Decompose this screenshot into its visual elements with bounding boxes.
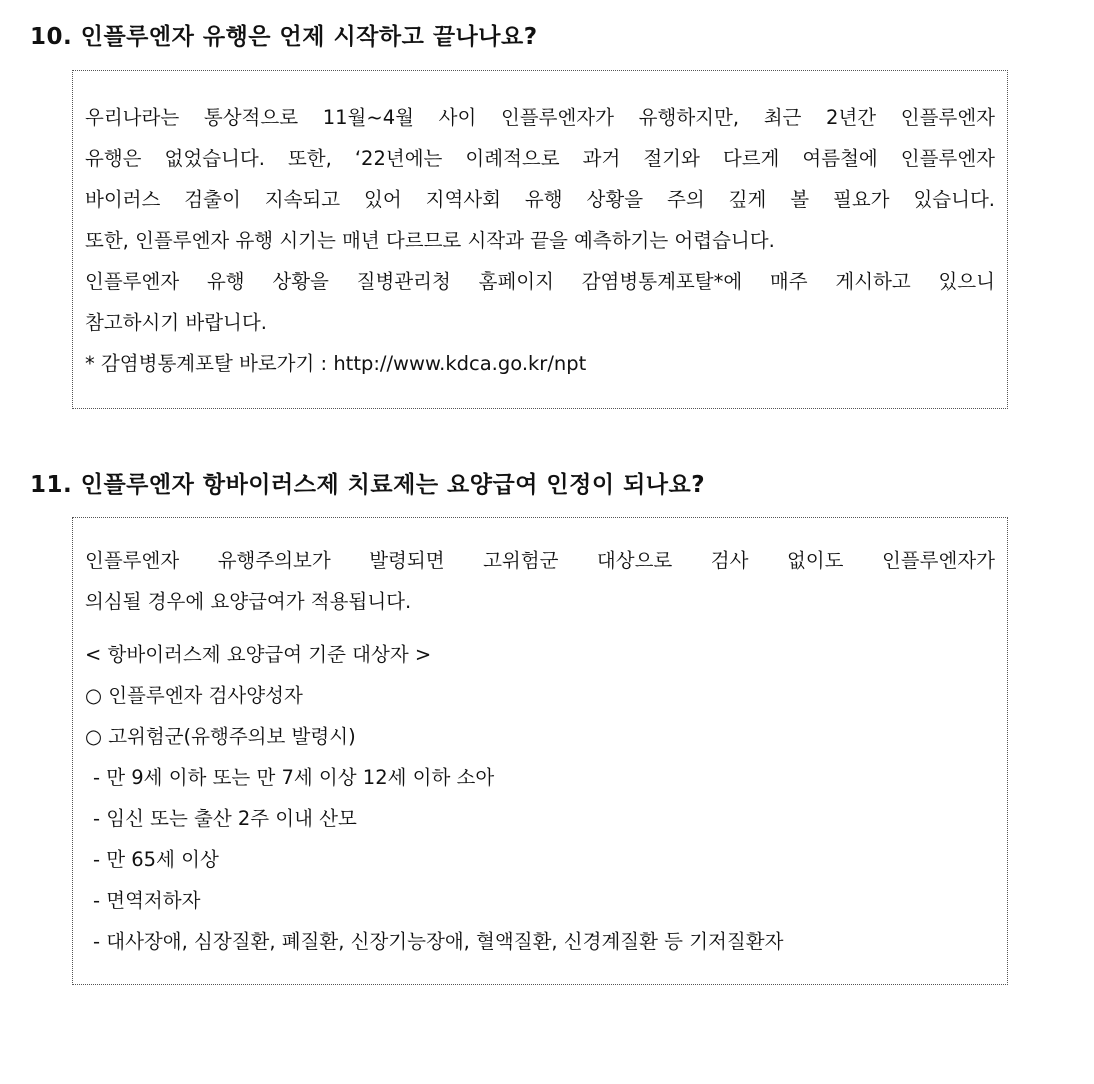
answer-11-intro-line-2: 의심될 경우에 요양급여가 적용됩니다. [85, 590, 412, 613]
answer-10-line-1: 우리나라는 통상적으로 11월~4월 사이 인플루엔자가 유행하지만, 최근 2년간 인플루엔자 [85, 106, 995, 129]
answer-10-box [72, 70, 1008, 409]
portal-link-note: * 감염병통계포탈 바로가기 : http://www.kdca.go.kr/npt [85, 352, 587, 375]
high-risk-item: - 만 9세 이하 또는 만 7세 이상 12세 이하 소아 [93, 766, 495, 789]
criteria-item-high-risk: ○ 고위험군(유행주의보 발령시) [85, 725, 356, 748]
high-risk-item: - 면역저하자 [93, 889, 201, 912]
high-risk-item: - 만 65세 이상 [93, 848, 219, 871]
answer-10-line-3: 바이러스 검출이 지속되고 있어 지역사회 유행 상황을 주의 깊게 볼 필요가 있습니다. [85, 188, 995, 211]
answer-10-line-4: 또한, 인플루엔자 유행 시기는 매년 다르므로 시작과 끝을 예측하기는 어렵습니다. [85, 229, 775, 252]
criteria-title: < 항바이러스제 요양급여 기준 대상자 > [85, 643, 432, 666]
answer-11-intro-line-1: 인플루엔자 유행주의보가 발령되면 고위험군 대상으로 검사 없이도 인플루엔자가 [85, 549, 995, 572]
high-risk-item: - 임신 또는 출산 2주 이내 산모 [93, 807, 357, 830]
answer-11-box [72, 517, 1008, 985]
high-risk-item: - 대사장애, 심장질환, 폐질환, 신장기능장애, 혈액질환, 신경계질환 등 기저질환자 [93, 930, 784, 953]
criteria-item-positive: ○ 인플루엔자 검사양성자 [85, 684, 303, 707]
answer-10-line-6: 참고하시기 바랍니다. [85, 311, 267, 334]
answer-10-line-2: 유행은 없었습니다. 또한, ‘22년에는 이례적으로 과거 절기와 다르게 여름철에 인플루엔자 [85, 147, 995, 170]
question-10-heading: 10. 인플루엔자 유행은 언제 시작하고 끝나나요? [30, 24, 538, 50]
question-11-heading: 11. 인플루엔자 항바이러스제 치료제는 요양급여 인정이 되나요? [30, 472, 706, 498]
answer-10-line-5: 인플루엔자 유행 상황을 질병관리청 홈페이지 감염병통계포탈*에 매주 게시하고 있으니 [85, 270, 995, 293]
